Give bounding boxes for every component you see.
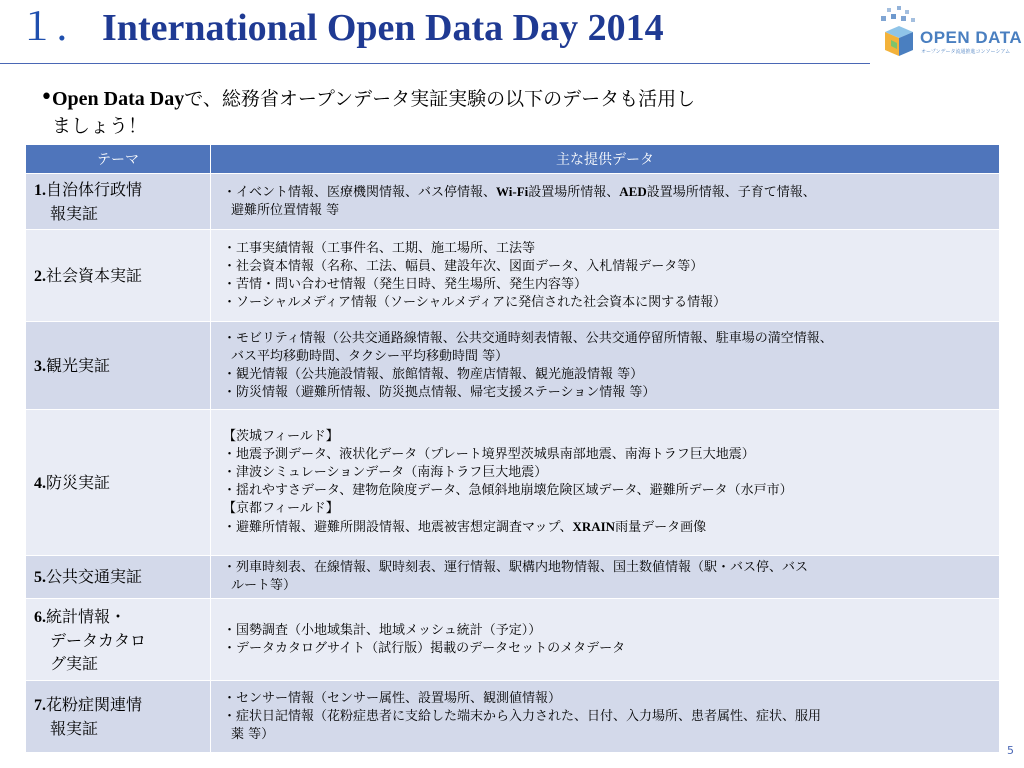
data-line [223, 500, 997, 518]
data-text: 【京都フィールド】 [223, 501, 339, 516]
theme-label: データカタロ [50, 630, 147, 650]
data-line [223, 640, 997, 658]
theme-label: 花粉症関連情 [46, 695, 143, 714]
data-line [223, 276, 997, 294]
table-row [26, 410, 1000, 556]
open-data-table [25, 144, 1000, 753]
data-line [223, 348, 997, 366]
cube-logo-icon [875, 6, 923, 62]
data-line [223, 446, 997, 464]
row-data [211, 599, 1000, 681]
data-line [223, 330, 997, 348]
data-text: ・列車時刻表、在線情報、駅時刻表、運行情報、駅構内地物情報、国土数値情報（駅・バス停、バス [223, 560, 809, 575]
data-line [223, 384, 997, 402]
header-theme: テーマ [26, 145, 211, 174]
intro-bullet: • [40, 85, 53, 110]
slide-title [18, 6, 878, 50]
data-line [223, 690, 997, 708]
data-text: ・揺れやすさデータ、建物危険度データ、急傾斜地崩壊危険区域データ、避難所データ（水戸市） [223, 483, 793, 498]
row-theme [26, 230, 211, 322]
data-line [223, 240, 997, 258]
row-theme [26, 681, 211, 753]
data-term: XRAIN [572, 519, 616, 534]
theme-label: 報実証 [50, 204, 99, 223]
header-data: 主な提供データ [211, 145, 1000, 174]
title-underline [0, 63, 870, 64]
row-data [211, 681, 1000, 753]
theme-number: 5. [34, 569, 46, 586]
row-data [211, 410, 1000, 556]
data-text: ・センサー情報（センサー属性、設置場所、観測値情報） [223, 690, 562, 706]
data-text: ・観光情報（公共施設情報、旅館情報、物産店情報、観光施設情報 等） [223, 366, 644, 382]
data-text: 薬 等） [231, 726, 275, 742]
intro-line1: で、総務省オープンデータ実証実験の以下のデータも活用し [184, 88, 696, 110]
data-line [223, 482, 997, 500]
table-row [26, 174, 1000, 230]
table-body [26, 174, 1000, 753]
theme-label: 自治体行政情 [46, 180, 143, 199]
open-data-logo [875, 6, 1023, 62]
theme-label: 観光実証 [46, 355, 111, 375]
table-row [26, 230, 1000, 322]
table-row [26, 322, 1000, 410]
data-text: バス平均移動時間、タクシー平均移動時間 等） [231, 348, 509, 364]
table-header-row [26, 145, 1000, 174]
data-line [223, 294, 997, 312]
slide-title-text: International Open Data Day 2014 [102, 7, 664, 49]
row-theme [26, 410, 211, 556]
data-text: ・津波シミュレーションデータ（南海トラフ巨大地震） [223, 465, 548, 480]
theme-label: グ実証 [50, 653, 99, 673]
data-text: ・苦情・問い合わせ情報（発生日時、発生場所、発生内容等） [223, 276, 588, 292]
data-term: AED [619, 184, 647, 199]
data-text: ・症状日記情報（花粉症患者に支給した端末から入力された、日付、入力場所、患者属性、症状、服用 [223, 708, 822, 724]
data-text: 雨量データ画像 [615, 520, 707, 535]
theme-number: 1. [34, 182, 46, 199]
logo-text: OPEN DATA [920, 28, 1023, 47]
row-theme [26, 322, 211, 410]
data-text: ・データカタログサイト（試行版）掲載のデータセットのメタデータ [223, 640, 626, 656]
theme-number: 3. [34, 357, 46, 375]
data-term: Wi-Fi [496, 184, 529, 199]
data-line [223, 464, 997, 482]
intro-line2: ましょう！ [52, 115, 148, 137]
intro-text [40, 85, 982, 140]
theme-number: 2. [34, 267, 46, 285]
data-line [223, 559, 997, 577]
data-text: 【茨城フィールド】 [223, 429, 339, 444]
data-text: ・工事実績情報（工事件名、工期、施工場所、工法等 [223, 240, 536, 256]
data-line [223, 518, 997, 537]
row-data [211, 174, 1000, 230]
row-theme [26, 556, 211, 599]
data-line [223, 258, 997, 276]
data-text: ・モビリティ情報（公共交通路線情報、公共交通時刻表情報、公共交通停留所情報、駐車場の満空情報、 [223, 330, 833, 346]
data-text: 避難所位置情報 等 [231, 203, 340, 218]
data-text: ・防災情報（避難所情報、防災拠点情報、帰宅支援ステーション情報 等） [223, 384, 656, 400]
data-line [223, 577, 997, 595]
table-row [26, 681, 1000, 753]
row-theme [26, 174, 211, 230]
theme-number: 4. [34, 474, 46, 492]
data-line [223, 708, 997, 726]
data-text: ・イベント情報、医療機関情報、バス停情報、 [223, 185, 497, 200]
data-text: ・社会資本情報（名称、工法、幅員、建設年次、図面データ、入札情報データ等） [223, 258, 704, 274]
theme-label: 社会資本実証 [46, 265, 143, 285]
page-number: 5 [1007, 744, 1014, 757]
row-data [211, 556, 1000, 599]
theme-number: 6. [34, 608, 46, 626]
table-row [26, 599, 1000, 681]
theme-label: 公共交通実証 [46, 567, 143, 586]
theme-label: 防災実証 [46, 472, 111, 492]
data-line [223, 366, 997, 384]
data-line [223, 622, 997, 640]
theme-label: 報実証 [50, 719, 99, 738]
row-data [211, 322, 1000, 410]
theme-label: 統計情報・ [46, 606, 127, 626]
data-text: ・避難所情報、避難所開設情報、地震被害想定調査マップ、 [223, 520, 573, 535]
data-text: ・国勢調査（小地域集計、地域メッシュ統計（予定）） [223, 622, 542, 638]
theme-number: 7. [34, 697, 46, 714]
data-line [223, 202, 997, 220]
row-data [211, 230, 1000, 322]
slide-title-number: １． [18, 7, 95, 49]
data-line [223, 428, 997, 446]
data-line [223, 726, 997, 744]
row-theme [26, 599, 211, 681]
data-text: ルート等） [231, 578, 297, 593]
intro-bold: Open Data Day [52, 88, 185, 110]
data-line [223, 183, 997, 202]
data-text: ・地震予測データ、液状化データ（プレート境界型茨城県南部地震、南海トラフ巨大地震） [223, 447, 755, 462]
data-text: 設置場所情報、子育て情報、 [646, 185, 816, 200]
logo-subtext: オープンデータ流通推進コンソーシアム [921, 49, 1011, 55]
table-row [26, 556, 1000, 599]
data-text: ・ソーシャルメディア情報（ソーシャルメディアに発信された社会資本に関する情報） [223, 294, 727, 310]
data-text: 設置場所情報、 [528, 185, 620, 200]
